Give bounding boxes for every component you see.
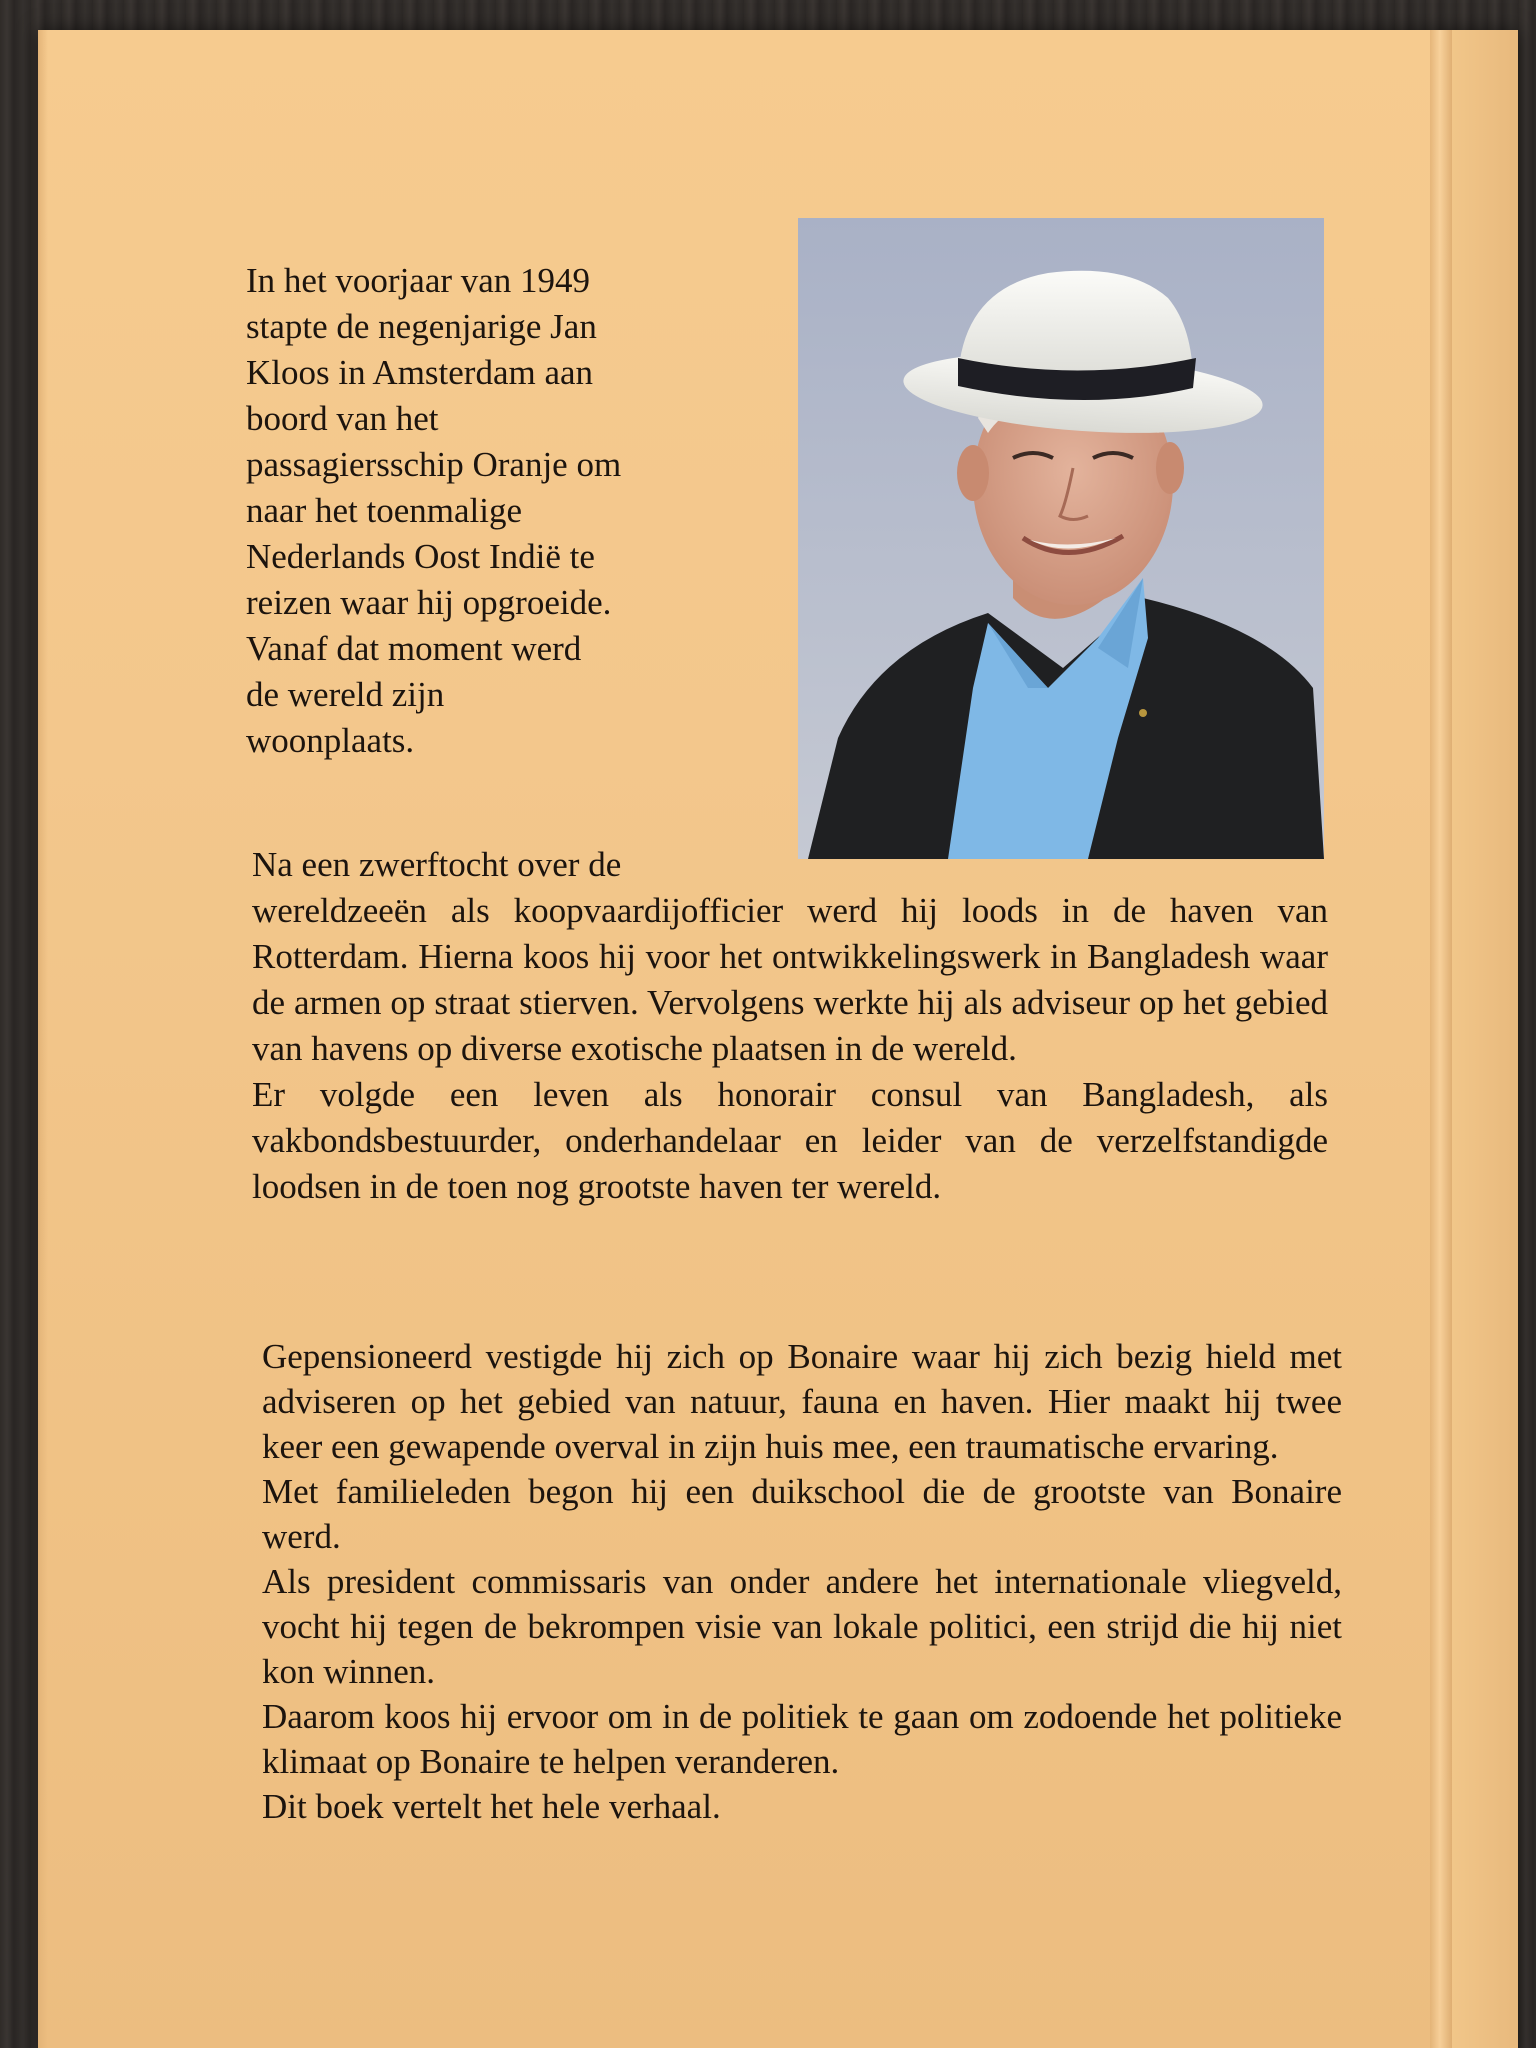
bonaire-text: Gepensioneerd vestigde hij zich op Bonaire waar hij zich bezig hield met adviseren op het gebied van natuur, fauna en haven. Hier maakt hij twee keer een gewapende overval in zijn huis mee, een traumatische ervaring. (262, 1337, 1342, 1466)
book-back-cover (38, 30, 1518, 2048)
intro-text: In het voorjaar van 1949 stapte de negenjarige Jan Kloos in Amsterdam aan boord van het passagiersschip Oranje om naar het toenmalige Nederlands Oost Indië te reizen waar hij opgroeide. Vanaf dat moment werd de wereld zijn woonplaats. (246, 261, 622, 760)
consul-text: Er volgde een leven als honorair consul van Bangladesh, als vakbondsbestuurder, onderhandelaar en leider van de verzelfstandigde loodsen in de toen nog grootste haven ter wereld. (252, 1075, 1328, 1206)
author-photo (798, 218, 1324, 859)
cover-edge (38, 30, 48, 2048)
spine (1452, 30, 1518, 2048)
closing-text: Dit boek vertelt het hele verhaal. (262, 1787, 721, 1826)
intro-paragraph (246, 258, 786, 764)
retirement-paragraphs (262, 1334, 1342, 1829)
author-portrait-illustration (798, 218, 1324, 859)
career-text: wereldzeeën als koopvaardijofficier werd hij loods in de haven van Rotterdam. Hierna koos hij voor het ontwikkelingswerk in Bangladesh waar de armen op straat stierven. Vervolgens werkte hij als adviseur op het gebied van havens op diverse exotische plaatsen in de wereld. (252, 891, 1328, 1068)
spine-groove (1430, 30, 1452, 2048)
career-lead-text: Na een zwerftocht over de (252, 845, 622, 884)
politics-text: Daarom koos hij ervoor om in de politiek te gaan om zodoende het politieke klimaat op Bonaire te helpen veranderen. (262, 1697, 1342, 1781)
diveschool-text: Met familieleden begon hij een duikschool die de grootste van Bonaire werd. (262, 1472, 1342, 1556)
airport-text: Als president commissaris van onder andere het internationale vliegveld, vocht hij tegen de bekrompen visie van lokale politici, een strijd die hij niet kon winnen. (262, 1562, 1342, 1691)
career-paragraphs (252, 842, 1328, 1210)
